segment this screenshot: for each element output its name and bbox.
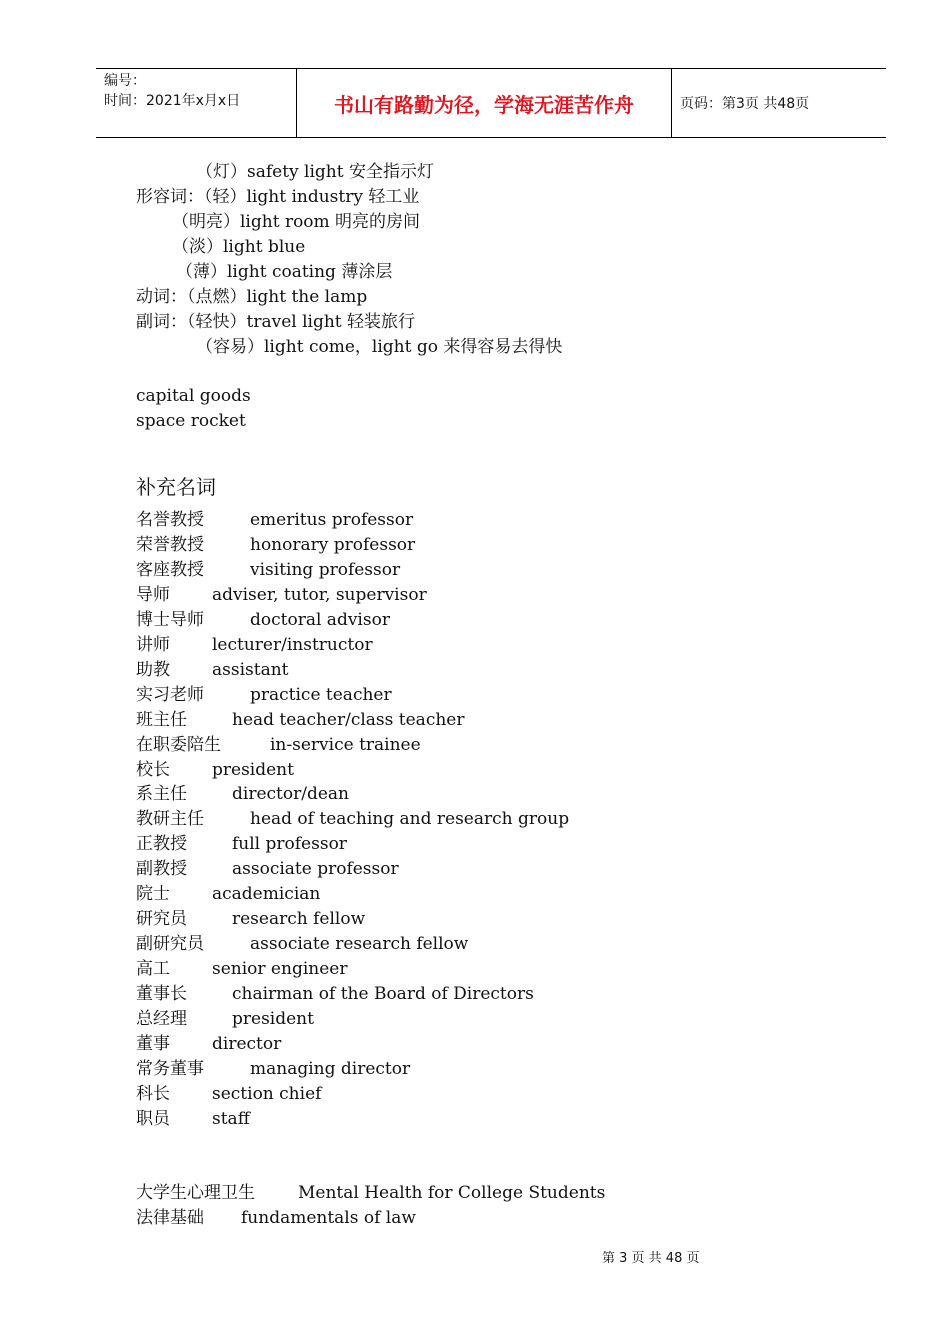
- term-chinese: 常务董事: [136, 1058, 204, 1079]
- course-english: Mental Health for College Students: [298, 1183, 606, 1203]
- time-label: 时间：2021年x月x日: [104, 93, 241, 109]
- term-chinese: 讲师: [136, 634, 170, 655]
- term-chinese: 导师: [136, 584, 170, 605]
- term-english: president: [232, 1009, 314, 1029]
- term-english: academician: [212, 884, 321, 905]
- course-chinese: 法律基础: [136, 1208, 204, 1228]
- term-chinese: 校长: [136, 759, 170, 780]
- term-english: lecturer/instructor: [212, 634, 373, 655]
- header-page-label: 页码：第3页 共48页: [680, 96, 810, 112]
- term-chinese: 教研主任: [136, 809, 204, 830]
- term-chinese: 荣誉教授: [136, 534, 204, 555]
- term-chinese: 总经理: [136, 1009, 187, 1029]
- term-english: associate research fellow: [250, 934, 469, 955]
- term-english: full professor: [232, 834, 347, 855]
- light-line: （淡）light blue: [172, 237, 306, 257]
- term-english: honorary professor: [250, 534, 416, 555]
- term-english: emeritus professor: [250, 510, 414, 530]
- term-chinese: 董事: [136, 1033, 170, 1054]
- term-chinese: 职员: [136, 1108, 170, 1129]
- term-english: director/dean: [232, 784, 349, 805]
- term-chinese: 名誉教授: [136, 510, 204, 530]
- term-english: director: [212, 1033, 282, 1054]
- header-slogan: 书山有路勤为径，学海无涯苦作舟: [296, 69, 672, 137]
- course-chinese: 大学生心理卫生: [136, 1183, 255, 1203]
- term-chinese: 正教授: [136, 834, 187, 855]
- term-chinese: 班主任: [136, 709, 187, 730]
- term-english: adviser, tutor, supervisor: [212, 584, 427, 605]
- term-english: head of teaching and research group: [250, 809, 570, 830]
- term-english: in-service trainee: [270, 734, 421, 755]
- header-meta: [96, 69, 296, 137]
- term-chinese: 高工: [136, 959, 170, 980]
- term-chinese: 博士导师: [136, 609, 204, 630]
- term-chinese: 客座教授: [136, 559, 204, 580]
- term-english: visiting professor: [250, 559, 401, 580]
- term-chinese: 在职委陪生: [136, 734, 221, 755]
- term-english: staff: [212, 1108, 250, 1129]
- term-english: associate professor: [232, 859, 399, 880]
- course-english: fundamentals of law: [241, 1208, 416, 1228]
- term-english: managing director: [250, 1058, 411, 1079]
- page-header: [96, 68, 886, 138]
- light-line: （明亮）light room 明亮的房间: [172, 212, 421, 232]
- term-chinese: 系主任: [136, 784, 187, 805]
- term-english: chairman of the Board of Directors: [232, 984, 534, 1005]
- term-english: assistant: [212, 659, 289, 680]
- term-chinese: 院士: [136, 884, 170, 905]
- term-chinese: 副教授: [136, 859, 187, 880]
- term-english: practice teacher: [250, 684, 392, 705]
- term-chinese: 董事长: [136, 984, 187, 1005]
- term-chinese: 实习老师: [136, 684, 204, 705]
- term-english: research fellow: [232, 909, 366, 930]
- term-english: president: [212, 759, 294, 780]
- section-title: 补充名词: [136, 475, 216, 499]
- extra-word: capital goods: [136, 386, 251, 406]
- term-english: section chief: [212, 1083, 322, 1104]
- term-english: doctoral advisor: [250, 609, 390, 630]
- term-chinese: 科长: [136, 1083, 170, 1104]
- term-english: senior engineer: [212, 959, 348, 980]
- number-label: 编号：: [104, 73, 146, 89]
- light-line: 副词：（轻快）travel light 轻装旅行: [136, 312, 416, 332]
- light-line: （薄）light coating 薄涂层: [176, 262, 393, 282]
- page-footer: 第 3 页 共 48 页: [602, 1251, 700, 1266]
- extra-word: space rocket: [136, 411, 246, 431]
- light-line: （灯）safety light 安全指示灯: [196, 162, 434, 182]
- light-line: （容易）light come，light go 来得容易去得快: [196, 337, 563, 357]
- term-chinese: 助教: [136, 659, 170, 680]
- light-line: 形容词：（轻）light industry 轻工业: [136, 187, 420, 207]
- term-chinese: 研究员: [136, 909, 187, 930]
- light-line: 动词：（点燃）light the lamp: [136, 287, 368, 307]
- term-chinese: 副研究员: [136, 934, 204, 955]
- term-english: head teacher/class teacher: [232, 709, 465, 730]
